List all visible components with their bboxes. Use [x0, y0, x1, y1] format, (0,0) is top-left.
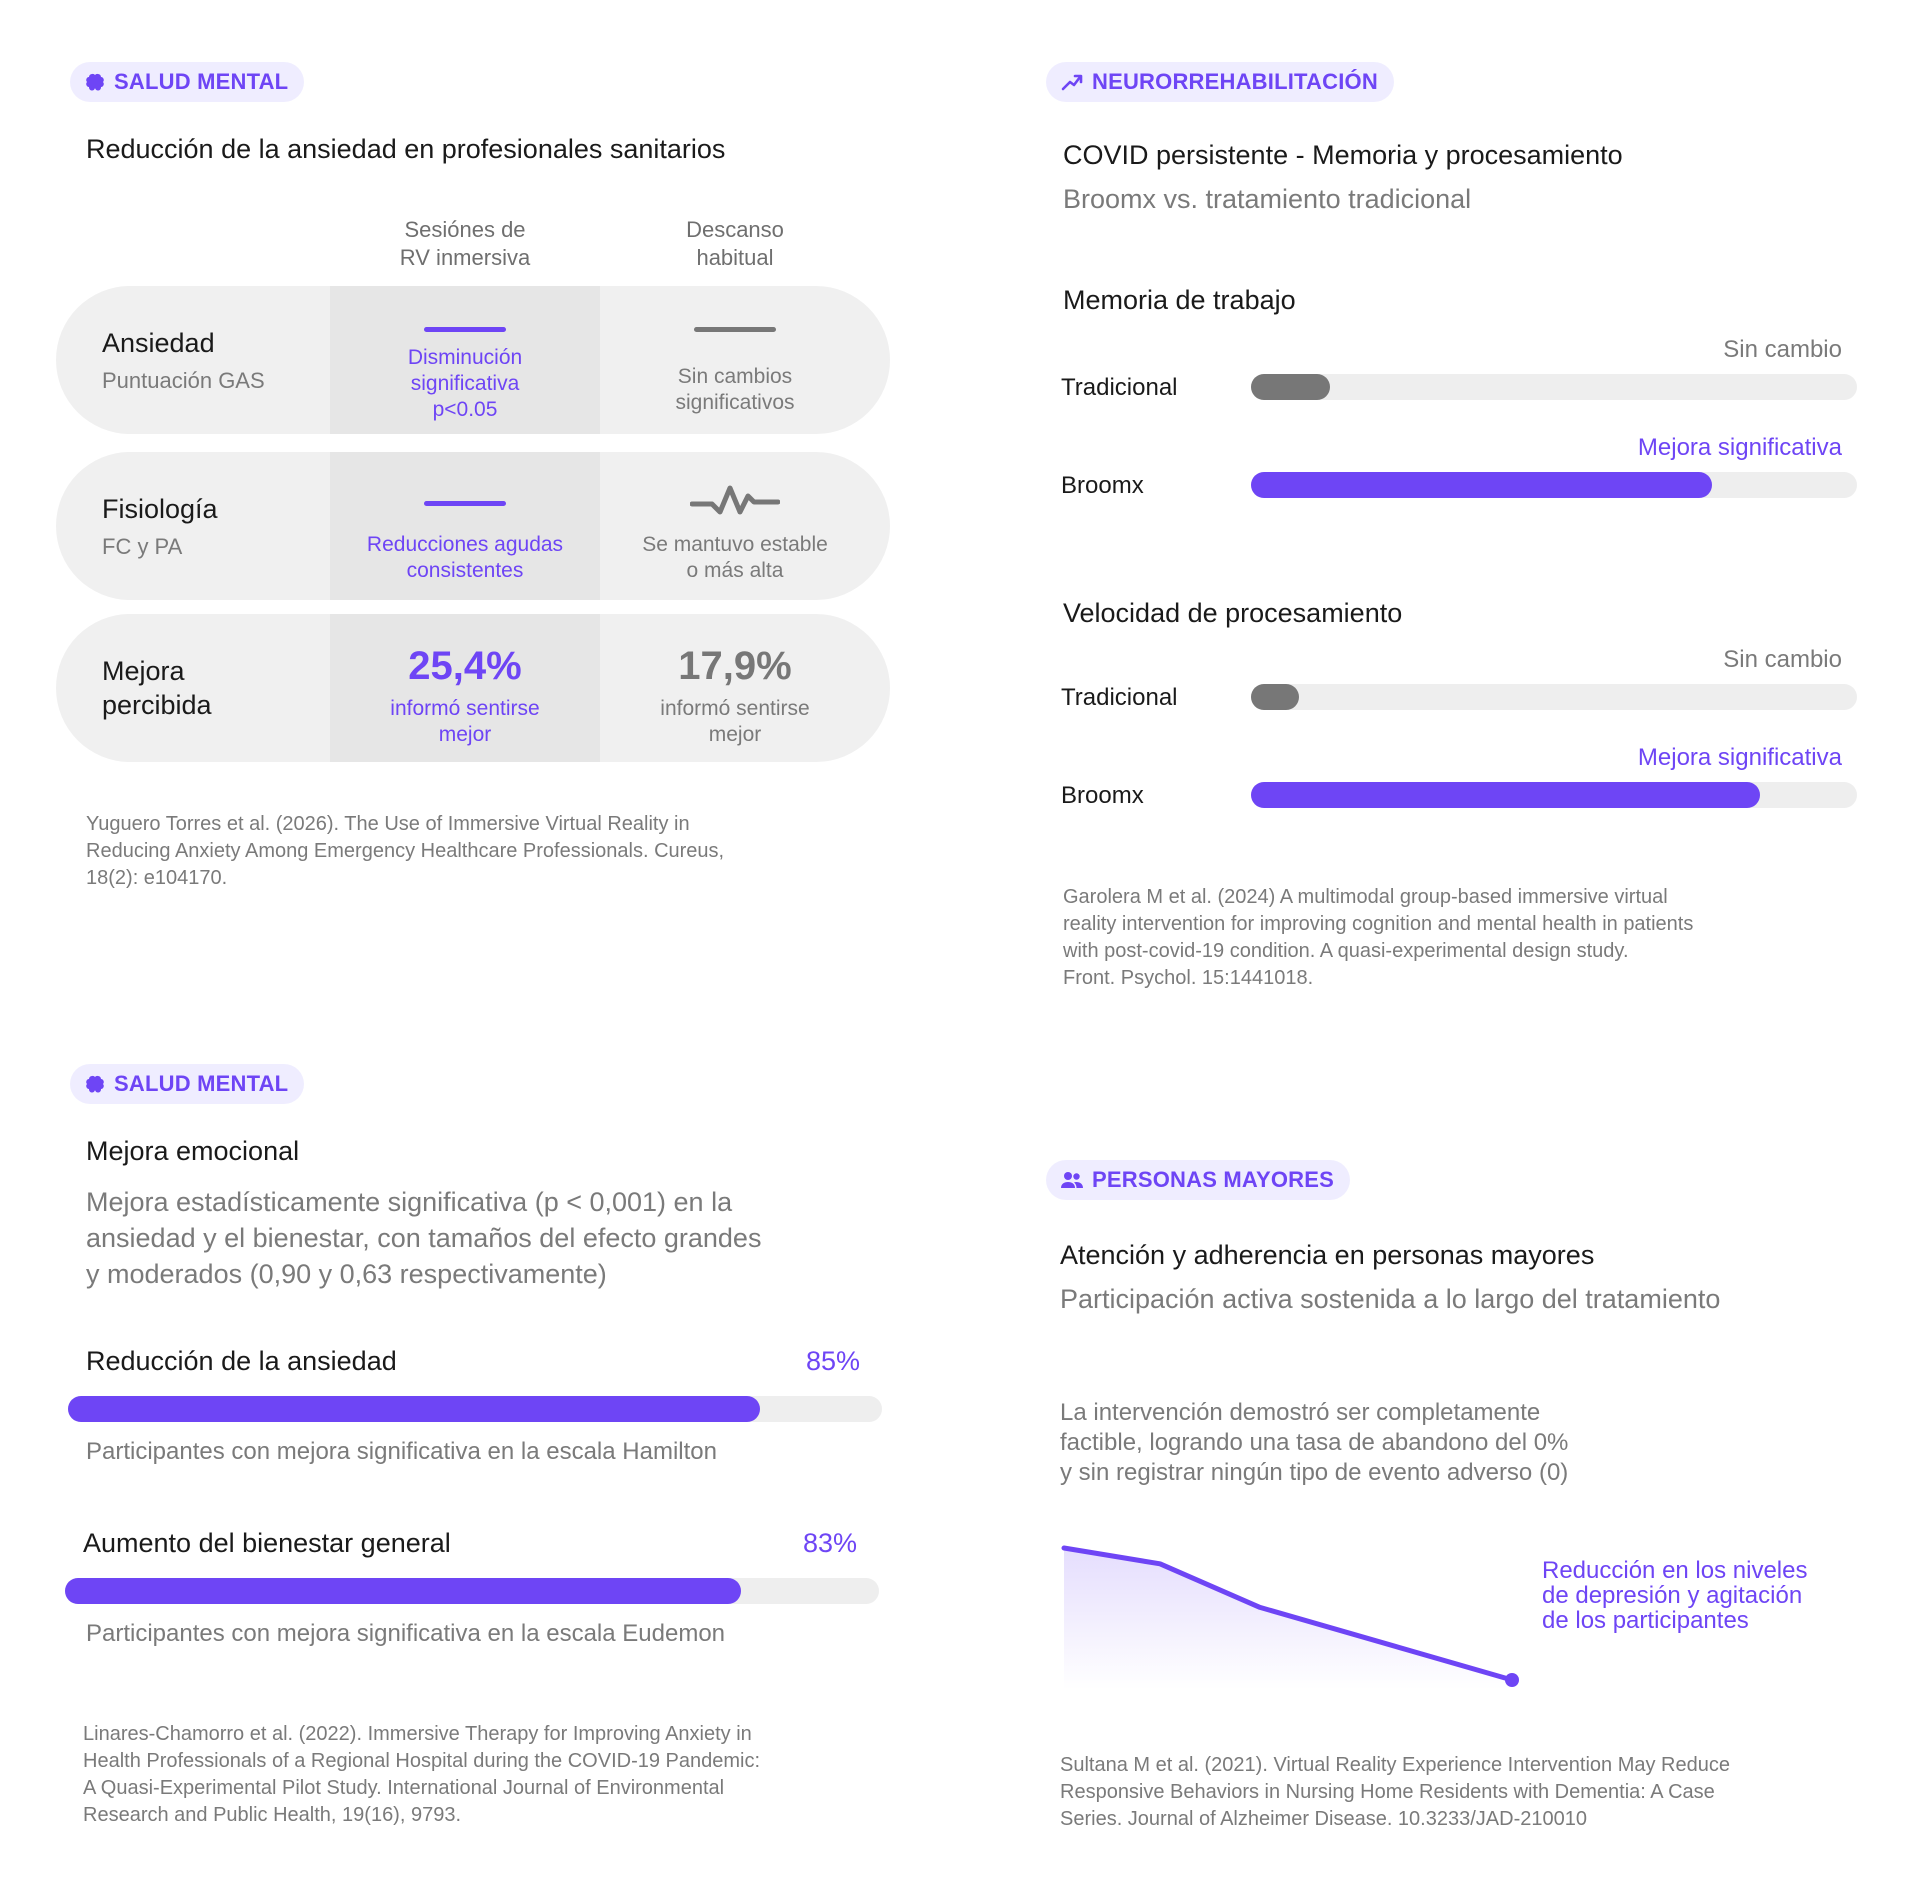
category-badge-personas-mayores	[1046, 1160, 1350, 1200]
row-sublabel: FC y PA	[102, 534, 183, 559]
indicator-dash	[424, 501, 506, 506]
trend-area	[1064, 1548, 1512, 1690]
metric-track	[65, 1578, 879, 1604]
panel-title: Reducción de la ansiedad en profesionales sanitarios	[86, 134, 726, 164]
group-heading-memoria: Memoria de trabajo	[1063, 285, 1296, 315]
badge-label: NEURORREHABILITACIÓN	[1092, 69, 1378, 94]
metric-value: 83%	[803, 1528, 858, 1558]
bar-track	[1251, 684, 1857, 710]
row-label: Ansiedad	[102, 328, 215, 358]
brain-icon	[84, 71, 106, 93]
brain-icon	[84, 1073, 106, 1095]
category-badge-salud-mental	[70, 1064, 304, 1104]
category-badge-salud-mental	[70, 62, 304, 102]
cell-vr-result: informó sentirse mejor	[390, 697, 540, 746]
bar-label: Broomx	[1061, 472, 1144, 499]
bar-fill-broomx	[1251, 782, 1760, 808]
heartbeat-icon	[690, 482, 780, 518]
row-sublabel: Puntuación GAS	[102, 368, 265, 393]
cell-rest-result: Sin cambios significativos	[675, 365, 795, 414]
panel-description: Mejora estadísticamente significativa (p < 0,001) en la ansiedad y el bienestar, con tamaños del efecto grandes y moderados (0,90 y 0,63 respectivamente)	[86, 1187, 762, 1289]
metric-fill-bienestar	[65, 1578, 741, 1604]
trend-end-point	[1505, 1673, 1519, 1687]
rest-percentage: 17,9%	[678, 644, 792, 688]
bar-note: Mejora significativa	[1637, 744, 1842, 771]
citation: Yuguero Torres et al. (2026). The Use of Immersive Virtual Reality in Reducing Anxiety Among Emergency Healthcare Professionals. Cureus, 18(2): e104170.	[86, 813, 725, 889]
cell-vr-result: Disminución significativa p<0.05	[407, 346, 523, 421]
bar-fill-broomx	[1251, 472, 1712, 498]
metric-caption: Participantes con mejora significativa en la escala Hamilton	[86, 1438, 717, 1465]
category-badge-neurorrehabilitacion	[1046, 62, 1394, 102]
bar-note: Sin cambio	[1723, 336, 1842, 363]
panel-title: COVID persistente - Memoria y procesamiento	[1063, 140, 1623, 170]
table-row-mejora-percibida	[56, 614, 890, 762]
bar-fill-tradicional	[1251, 374, 1330, 400]
table-row-ansiedad	[56, 286, 890, 434]
metric-caption: Participantes con mejora significativa en la escala Eudemon	[86, 1620, 726, 1647]
trend-arrow-icon	[1060, 71, 1084, 93]
vr-percentage: 25,4%	[408, 644, 522, 688]
citation: Garolera M et al. (2024) A multimodal group-based immersive virtual reality intervention for improving cognition and mental health in patients with post-covid-19 condition. A quasi-experimental design study. Front. Psychol. 15:1441018.	[1063, 886, 1694, 989]
metric-label: Aumento del bienestar general	[83, 1528, 451, 1558]
indicator-dash	[694, 327, 776, 332]
table-row-fisiologia	[56, 452, 890, 600]
cell-rest-result: Se mantuvo estable o más alta	[642, 533, 828, 582]
badge-label: SALUD MENTAL	[114, 1071, 289, 1096]
bar-note: Sin cambio	[1723, 646, 1842, 673]
row-label: Mejora percibida	[102, 656, 212, 720]
group-heading-velocidad: Velocidad de procesamiento	[1063, 598, 1403, 628]
metric-track	[68, 1396, 882, 1422]
metric-value: 85%	[806, 1346, 861, 1376]
cell-vr-result: Reducciones agudas consistentes	[366, 533, 564, 582]
bar-track	[1251, 472, 1857, 498]
bar-label: Broomx	[1061, 782, 1144, 809]
bar-label: Tradicional	[1061, 684, 1178, 711]
citation: Sultana M et al. (2021). Virtual Reality Experience Intervention May Reduce Responsive Behaviors in Nursing Home Residents with Dementia: A Case Series. Journal of Alzheimer Disease. 10.3233/JAD-210010	[1060, 1754, 1730, 1830]
panel-title: Mejora emocional	[86, 1136, 300, 1166]
panel-subtitle: Participación activa sostenida a lo largo del tratamiento	[1060, 1284, 1721, 1314]
bar-fill-tradicional	[1251, 684, 1299, 710]
trend-line-chart	[1060, 1540, 1540, 1690]
metric-label: Reducción de la ansiedad	[86, 1346, 397, 1376]
metric-fill-ansiedad	[68, 1396, 760, 1422]
badge-label: PERSONAS MAYORES	[1092, 1167, 1334, 1192]
panel-description: La intervención demostró ser completamente factible, logrando una tasa de abandono del 0% y sin registrar ningún tipo de evento adverso (0)	[1060, 1399, 1569, 1486]
people-icon	[1060, 1169, 1084, 1191]
bar-note: Mejora significativa	[1637, 434, 1842, 461]
bar-track	[1251, 374, 1857, 400]
indicator-dash	[424, 327, 506, 332]
column-header-vr: Sesiónes de RV inmersiva	[399, 217, 531, 270]
row-label: Fisiología	[102, 494, 218, 524]
badge-label: SALUD MENTAL	[114, 69, 289, 94]
citation: Linares-Chamorro et al. (2022). Immersive Therapy for Improving Anxiety in Health Professionals of a Regional Hospital during the COVID-19 Pandemic: A Quasi-Experimental Pilot Study. International Journal of Environmental Research and Public Health, 19(16), 9793.	[83, 1723, 761, 1826]
column-header-rest: Descanso habitual	[686, 217, 784, 270]
panel-subtitle: Broomx vs. tratamiento tradicional	[1063, 184, 1472, 214]
panel-title: Atención y adherencia en personas mayores	[1060, 1240, 1595, 1270]
trend-label: Reducción en los niveles de depresión y agitación de los participantes	[1542, 1557, 1808, 1634]
bar-label: Tradicional	[1061, 374, 1178, 401]
bar-track	[1251, 782, 1857, 808]
cell-rest-result: informó sentirse mejor	[660, 697, 810, 746]
